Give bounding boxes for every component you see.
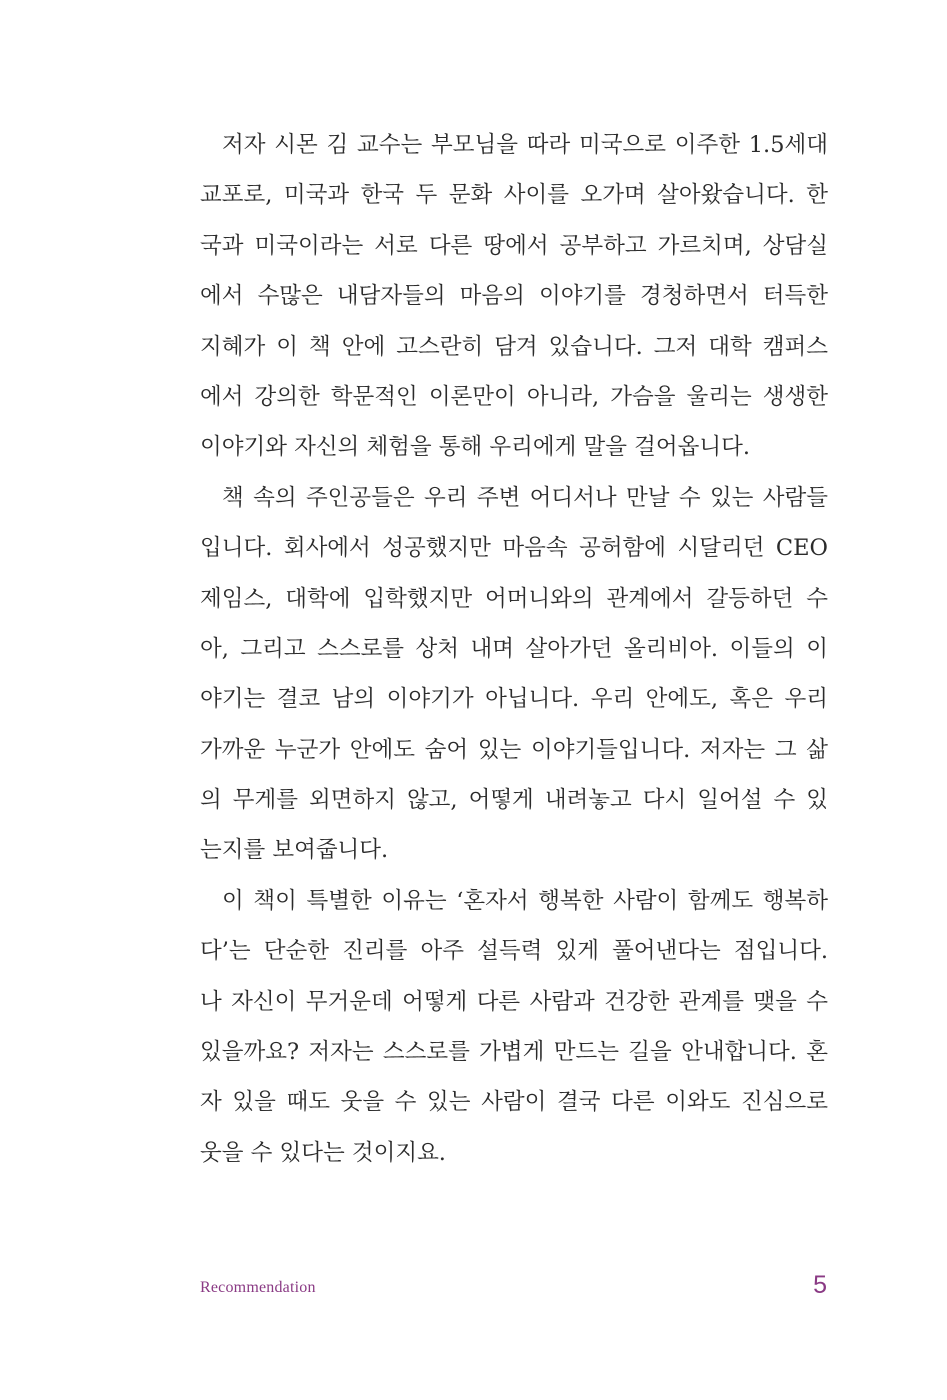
- paragraph-line: 의 무게를 외면하지 않고, 어떻게 내려놓고 다시 일어설 수 있: [200, 787, 828, 814]
- section-label: Recommendation: [200, 1279, 316, 1296]
- body-text: [200, 120, 828, 1178]
- paragraph-line: 아, 그리고 스스로를 상처 내며 살아가던 올리비아. 이들의 이: [200, 635, 828, 662]
- paragraph-line: 나 자신이 무거운데 어떻게 다른 사람과 건강한 관계를 맺을 수: [200, 988, 828, 1015]
- paragraph-line: 국과 미국이라는 서로 다른 땅에서 공부하고 가르치며, 상담실: [200, 232, 828, 259]
- paragraph-line: 에서 수많은 내담자들의 마음의 이야기를 경청하면서 터득한: [200, 283, 828, 310]
- paragraph-line: 다’는 단순한 진리를 아주 설득력 있게 풀어낸다는 점입니다.: [200, 938, 828, 965]
- paragraph-line: 이야기와 자신의 체험을 통해 우리에게 말을 걸어옵니다.: [200, 434, 750, 461]
- paragraph-line: 저자 시몬 김 교수는 부모님을 따라 미국으로 이주한 1.5세대: [222, 132, 828, 158]
- paragraph-line: 가까운 누군가 안에도 숨어 있는 이야기들입니다. 저자는 그 삶: [200, 736, 828, 763]
- paragraph-line: 책 속의 주인공들은 우리 주변 어디서나 만날 수 있는 사람들: [222, 484, 828, 511]
- paragraph-line: 제임스, 대학에 입학했지만 어머니와의 관계에서 갈등하던 수: [200, 585, 828, 612]
- paragraph-line: 입니다. 회사에서 성공했지만 마음속 공허함에 시달리던 CEO: [200, 535, 828, 562]
- paragraph-line: 있을까요? 저자는 스스로를 가볍게 만드는 길을 안내합니다. 혼: [200, 1039, 828, 1066]
- paragraph-line: 교포로, 미국과 한국 두 문화 사이를 오가며 살아왔습니다. 한: [200, 182, 828, 209]
- paragraph-line: 야기는 결코 남의 이야기가 아닙니다. 우리 안에도, 혹은 우리: [200, 686, 828, 713]
- paragraph-line: 이 책이 특별한 이유는 ‘혼자서 행복한 사람이 함께도 행복하: [222, 887, 828, 914]
- page-number: 5: [813, 1271, 827, 1299]
- paragraph-line: 에서 강의한 학문적인 이론만이 아니라, 가슴을 울리는 생생한: [200, 383, 828, 410]
- paragraph-line: 는지를 보여줍니다.: [200, 837, 389, 864]
- paragraph-line: 웃을 수 있다는 것이지요.: [200, 1139, 446, 1166]
- paragraph-line: 자 있을 때도 웃을 수 있는 사람이 결국 다른 이와도 진심으로: [200, 1089, 828, 1116]
- paragraph-line: 지혜가 이 책 안에 고스란히 담겨 있습니다. 그저 대학 캠퍼스: [200, 333, 828, 360]
